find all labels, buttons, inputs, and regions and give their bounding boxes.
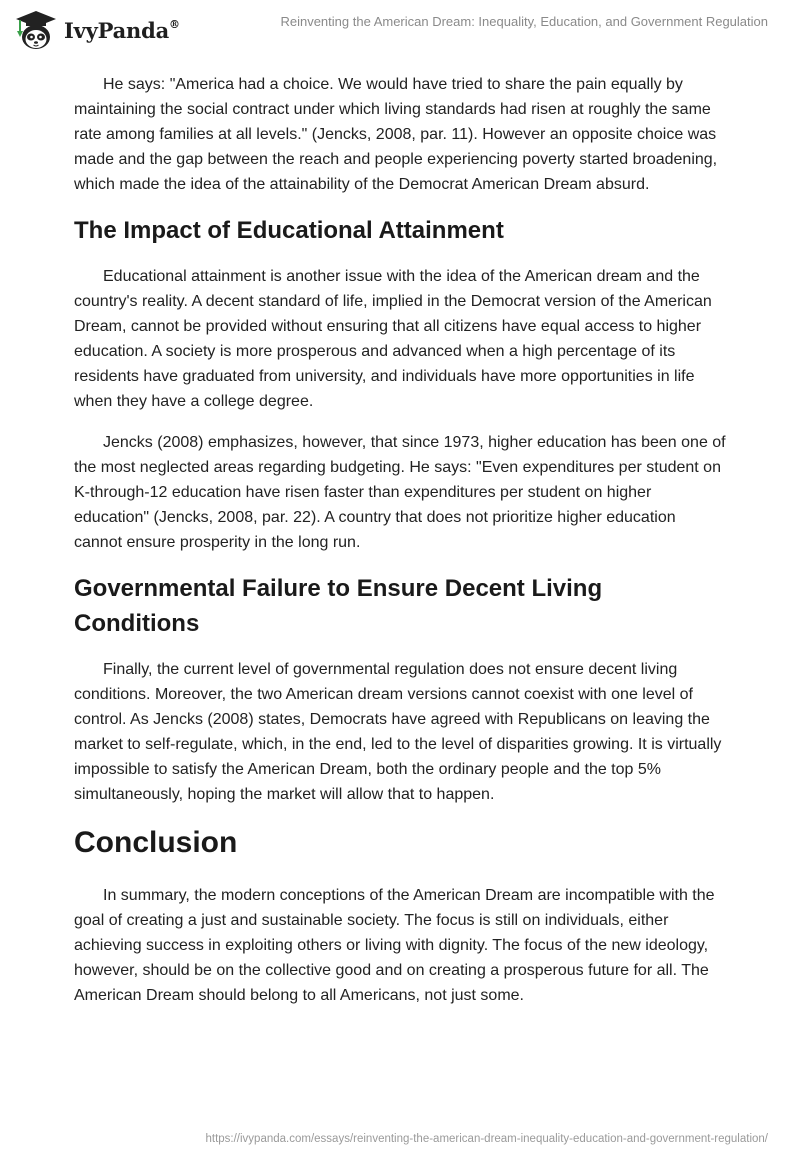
paragraph: In summary, the modern conceptions of the American Dream are incompatible with the goal of creating a just and sustainable society. The focus is still on individuals, either achieving success in exploiting others or living with dignity. The focus of the new ideology, however, should be on the collective good and on creating a prosperous future for all. The American Dream should belong to all Americans, not just some. [74, 887, 715, 1004]
registered-mark: ® [169, 17, 180, 31]
section-heading-education: The Impact of Educational Attainment [74, 217, 504, 244]
source-url[interactable]: https://ivypanda.com/essays/reinventing-the-american-dream-inequality-education-and-government-regulation/ [205, 1133, 768, 1145]
section-heading-conclusion: Conclusion [74, 826, 238, 859]
logo-text: IvyPanda® [64, 17, 180, 43]
paragraph: Finally, the current level of governmental regulation does not ensure decent living conditions. Moreover, the two American dream versions cannot coexist with one level of control. As Jencks (2008) states, Democrats have agreed with Republicans on leaving the market to self-regulate, which, in the end, led to the level of disparities growing. It is virtually impossible to satisfy the American Dream, both the ordinary people and the top 5% simultaneously, hoping the market will allow that to happen. [74, 661, 722, 803]
section-heading-government: Governmental Failure to Ensure Decent Living Conditions [74, 575, 603, 637]
panda-graduate-icon [14, 9, 58, 51]
paragraph: Jencks (2008) emphasizes, however, that since 1973, higher education has been one of the most neglected areas regarding budgeting. He says: "Even expenditures per student on K-through-12 education have risen faster than expenditures per student on higher education" (Jencks, 2008, par. 22). A country that does not prioritize higher education cannot ensure prosperity in the long run. [74, 434, 726, 551]
paragraph: Educational attainment is another issue with the idea of the American dream and the country's reality. A decent standard of life, implied in the Democrat version of the American Dream, cannot be provided without ensuring that all citizens have equal access to higher education. A society is more prosperous and advanced when a high percentage of its residents have graduated from university, and individuals have more opportunities in life when they have a college degree. [74, 268, 712, 410]
document-title: Reinventing the American Dream: Inequality, Education, and Government Regulation [280, 14, 768, 29]
paragraph: He says: "America had a choice. We would have tried to share the pain equally by maintaining the social contract under which living standards had risen at roughly the same rate among families at all levels." (Jencks, 2008, par. 11). However an opposite choice was made and the gap between the reach and people experiencing poverty started broadening, which made the idea of the attainability of the Democrat American Dream absurd. [74, 76, 718, 193]
essay-body [74, 72, 726, 1024]
page-header [0, 0, 800, 60]
ivypanda-logo[interactable] [14, 8, 180, 52]
